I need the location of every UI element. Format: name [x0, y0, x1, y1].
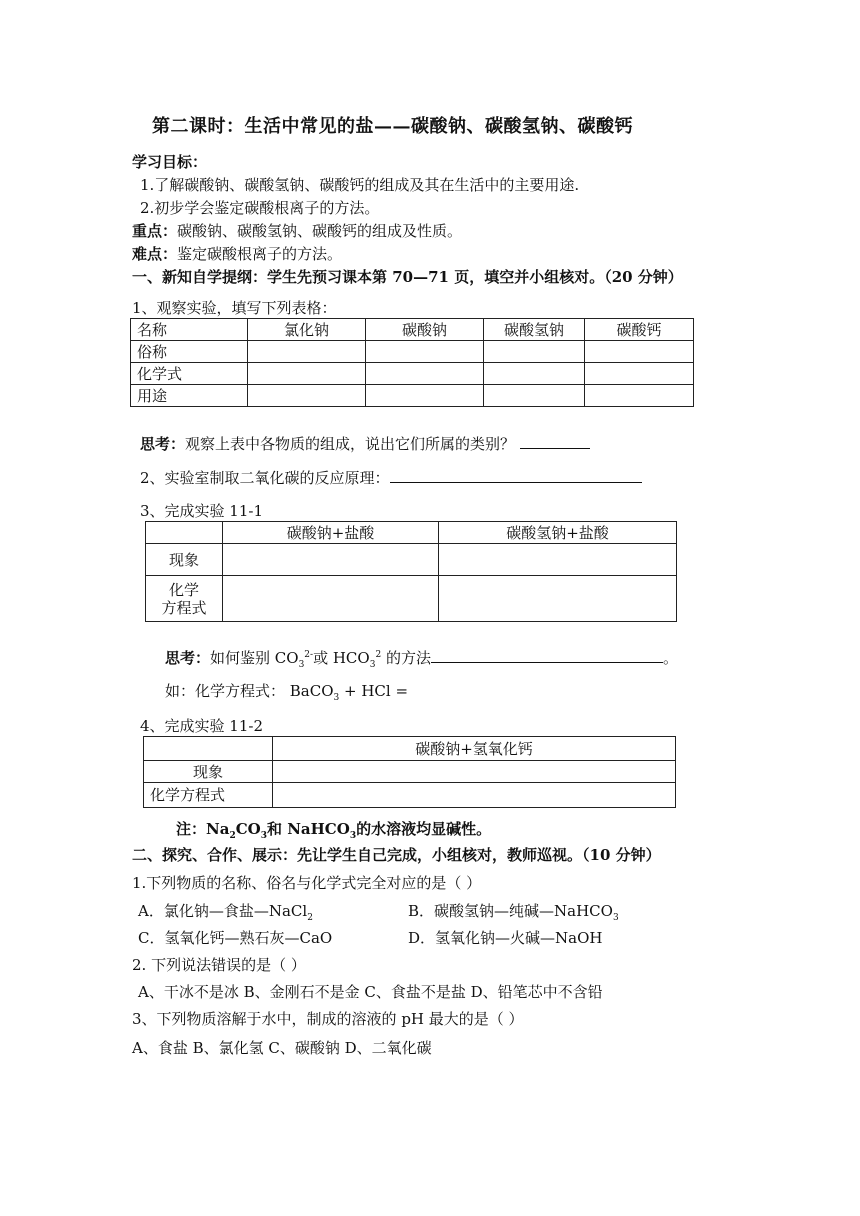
think2-text: 的方法	[381, 649, 431, 667]
subscript: 3	[612, 913, 619, 923]
think2-text: 如何鉴别 CO	[210, 649, 299, 667]
note-text: CO	[235, 820, 261, 838]
table-cell[interactable]	[585, 341, 694, 363]
key-point	[132, 221, 462, 241]
table-cell[interactable]	[223, 544, 439, 576]
subscript: 3	[298, 660, 305, 670]
section2-heading: 二、探究、合作、展示：先让学生自己完成，小组核对，教师巡视。（10 分钟）	[132, 846, 661, 864]
subscript: 3	[260, 831, 267, 841]
note	[176, 819, 491, 839]
example	[165, 681, 408, 701]
subscript: 3	[369, 660, 376, 670]
superscript: 2-	[304, 650, 314, 660]
subscript: 2	[307, 913, 313, 923]
table-header-cell: 碳酸氢钠+盐酸	[439, 522, 677, 544]
table-cell[interactable]	[273, 761, 676, 783]
table-cell[interactable]	[366, 385, 484, 407]
q2-text: 2、实验室制取二氧化碳的反应原理：	[140, 469, 390, 487]
table-cell[interactable]	[366, 341, 484, 363]
q2	[140, 468, 642, 488]
row-label-line: 化学	[168, 580, 199, 599]
table-cell[interactable]	[248, 385, 366, 407]
key-point-text: 碳酸钠、碳酸氢钠、碳酸钙的组成及性质。	[177, 222, 463, 240]
q1-text: 1、观察实验，填写下列表格：	[132, 299, 337, 317]
table-cell[interactable]	[248, 341, 366, 363]
mc3-options[interactable]: A、食盐 B、氯化氢 C、碳酸钠 D、二氧化碳	[132, 1039, 432, 1057]
note-text: 和 NaHCO	[266, 820, 350, 838]
subscript: 3	[349, 831, 357, 841]
table-header-cell: 名称	[131, 319, 248, 341]
table-cell[interactable]	[484, 363, 585, 385]
table-experiment-11-2	[143, 736, 676, 808]
objective-1: 1.了解碳酸钠、碳酸氢钠、碳酸钙的组成及其在生活中的主要用途.	[140, 176, 580, 194]
mc1-stem: 1.下列物质的名称、俗名与化学式完全对应的是（ ）	[132, 874, 482, 892]
objectives-heading: 学习目标：	[132, 153, 208, 171]
key-point-label: 重点：	[132, 222, 178, 240]
mc2-options[interactable]: A、干冰不是冰 B、金刚石不是金 C、食盐不是盐 D、铅笔芯中不含铅	[138, 983, 603, 1001]
table-header-cell: 碳酸氢钠	[484, 319, 585, 341]
option-text: A．氯化钠—食盐—NaCl	[138, 902, 308, 920]
answer-blank[interactable]	[390, 468, 642, 483]
think2-text: 或 HCO	[313, 649, 370, 667]
think1-text: 观察上表中各物质的组成，说出它们所属的类别？	[185, 435, 516, 453]
table-cell[interactable]	[273, 783, 676, 808]
table-header-cell: 碳酸钠+氢氧化钙	[273, 737, 676, 761]
table-row-label: 俗称	[131, 341, 248, 363]
page-title: 第二课时：生活中常见的盐——碳酸钠、碳酸氢钠、碳酸钙	[152, 116, 633, 137]
objective-2: 2.初步学会鉴定碳酸根离子的方法。	[140, 199, 380, 217]
note-text: 注：Na	[176, 820, 230, 838]
superscript: 2	[375, 650, 382, 660]
mc2-stem: 2. 下列说法错误的是（ ）	[132, 956, 306, 974]
subscript: 3	[333, 693, 340, 703]
table-experiment-11-1	[145, 521, 677, 622]
think1	[140, 434, 590, 454]
note-text: 的水溶液均显碱性。	[356, 820, 492, 838]
table-cell[interactable]	[366, 363, 484, 385]
table-cell[interactable]	[439, 576, 677, 622]
table-row-label: 现象	[144, 761, 273, 783]
table-header-cell: 碳酸钠+盐酸	[223, 522, 439, 544]
difficulty-label: 难点：	[132, 245, 178, 263]
think2-label: 思考：	[165, 649, 211, 667]
mc1-option-d[interactable]: D．氢氧化钠—火碱—NaOH	[408, 929, 603, 947]
answer-blank[interactable]	[431, 648, 663, 663]
example-text: 如：化学方程式： BaCO	[165, 682, 334, 700]
table-cell[interactable]	[439, 544, 677, 576]
q4-text: 4、完成实验 11-2	[140, 717, 264, 735]
table-row-label: 用途	[131, 385, 248, 407]
mc1-option-a[interactable]	[138, 901, 313, 921]
table-cell[interactable]	[585, 385, 694, 407]
table-corner-cell	[146, 522, 223, 544]
answer-blank[interactable]	[520, 434, 590, 449]
table-row-label: 化学式	[131, 363, 248, 385]
mc1-option-c[interactable]: C．氢氧化钙—熟石灰—CaO	[138, 929, 333, 947]
example-text: + HCl =	[339, 682, 409, 700]
q3-text: 3、完成实验 11-1	[140, 502, 264, 520]
table-row-label: 化学方程式	[144, 783, 273, 808]
table-cell[interactable]	[223, 576, 439, 622]
table-row-label	[146, 576, 223, 622]
table-cell[interactable]	[248, 363, 366, 385]
table-properties	[130, 318, 694, 407]
table-cell[interactable]	[484, 341, 585, 363]
difficulty	[132, 244, 342, 264]
difficulty-text: 鉴定碳酸根离子的方法。	[177, 245, 343, 263]
table-cell[interactable]	[585, 363, 694, 385]
table-row-label: 现象	[146, 544, 223, 576]
table-header-cell: 氯化钠	[248, 319, 366, 341]
think2	[165, 648, 678, 668]
mc1-option-b[interactable]	[408, 901, 619, 921]
table-corner-cell	[144, 737, 273, 761]
mc3-stem: 3、下列物质溶解于水中，制成的溶液的 pH 最大的是（ ）	[132, 1010, 524, 1028]
table-cell[interactable]	[484, 385, 585, 407]
table-header-cell: 碳酸钠	[366, 319, 484, 341]
think2-end: 。	[662, 649, 678, 667]
section1-heading: 一、新知自学提纲：学生先预习课本第 70—71 页，填空并小组核对。（20 分钟）	[132, 268, 683, 286]
option-text: B．碳酸氢钠—纯碱—NaHCO	[408, 902, 613, 920]
think1-label: 思考：	[140, 435, 186, 453]
subscript: 2	[229, 831, 236, 841]
table-header-cell: 碳酸钙	[585, 319, 694, 341]
row-label-line: 方程式	[161, 598, 207, 617]
